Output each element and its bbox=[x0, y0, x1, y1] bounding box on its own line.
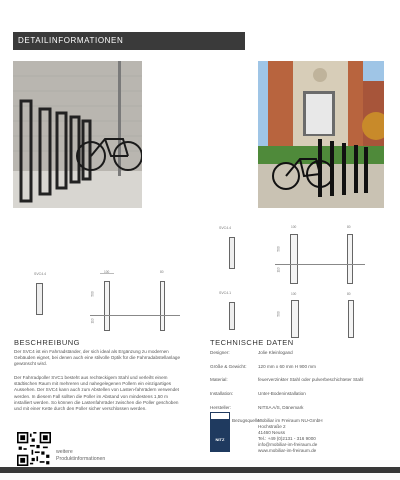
nitz-logo-text: NITZ bbox=[215, 437, 225, 442]
drawing-post-side-right-top-2 bbox=[347, 234, 353, 284]
bezugsquelle-line-3: 41460 Neuss bbox=[258, 430, 286, 435]
bezugsquelle-line-2: Hochstraße 2 bbox=[258, 424, 286, 429]
drawing-post-front-left bbox=[104, 281, 110, 331]
bezugsquelle-line-1: Mobiliar im Freiraum NU-GmbH bbox=[258, 418, 323, 423]
spec-label-hersteller: Hersteller: bbox=[210, 405, 231, 410]
dim-height-right-bottom: 500 bbox=[276, 311, 281, 317]
footer-bar bbox=[0, 467, 400, 473]
dim-width-right-top: 100 bbox=[291, 225, 297, 229]
qr-code[interactable] bbox=[17, 432, 51, 466]
drawing-post-side-left-2 bbox=[160, 281, 165, 331]
drawing-post-side-left bbox=[36, 283, 43, 315]
dim-other-right-top: 80 bbox=[347, 225, 351, 229]
spec-value-material: feuerverzinkter Stahl oder pulverbeschichteter Stahl bbox=[258, 377, 364, 382]
spec-label-bezugsquelle: Bezugsquelle: bbox=[232, 418, 261, 423]
bezugsquelle-email[interactable]: info@mobiliar-im-freiraum.de bbox=[258, 442, 318, 447]
spec-value-installation: Unter-Bodeninstallation bbox=[258, 391, 306, 396]
drawing-post-front-right-top bbox=[290, 234, 298, 284]
ground-line-right bbox=[275, 264, 365, 265]
drawing-post-side-right-bottom bbox=[229, 302, 235, 330]
dim-other-left: 80 bbox=[160, 270, 164, 274]
dim-width-left: 100 bbox=[104, 270, 110, 274]
spec-label-size: Größe & Gewicht: bbox=[210, 364, 247, 369]
beschreibung-title: BESCHREIBUNG bbox=[14, 338, 81, 347]
drawing-post-front-right-bottom bbox=[291, 300, 299, 338]
spec-value-designer: Jolie Kleinlogand bbox=[258, 350, 293, 355]
beschreibung-para-2: Der Fahrradpoller SVC1 besteht aus rechteckigem Stahl und verleiht einem städtischen Raum mit mehreren und nahegelegenen Pollern ein einzigartiges Aussehen. Der SVC4 kann auch zum Abstellen von Lasten-fahrrädern verwendet werden. In diesem Fall sollten die Poller im Abstand von mindestens 1,50 m installiert werden. So können die Lastenfahrräder zwischen die Poller geschoben und mit einer Kette durch den Poller sicher verschlossen werden. bbox=[14, 375, 179, 412]
bezugsquelle-website[interactable]: www.mobiliar-im-freiraum.de bbox=[258, 448, 317, 453]
drawing-post-side-right-bottom-2 bbox=[348, 300, 354, 338]
beschreibung-para-1: Der SVC4 ist ein Fahrradständer, der sich ideal als Ergänzung zu modernen Gebäuden eignet, bei denen auch eine stilvolle Optik für die Fahrradabstellanlage gewünscht wird. bbox=[14, 349, 180, 367]
dim-height-left: 500 bbox=[90, 291, 95, 297]
photo-bike-racks-building bbox=[258, 61, 384, 208]
drawing-post-side-right-top bbox=[229, 237, 235, 269]
page-title: DETAILINFORMATIONEN bbox=[13, 32, 245, 50]
qr-caption-2: Produktinformationen bbox=[56, 456, 106, 462]
nitz-logo bbox=[210, 412, 230, 452]
photo-bike-racks-wall bbox=[13, 61, 142, 208]
drawing-label-right-top: SVC4.4 bbox=[219, 226, 232, 230]
dim-base-right-top: 110 bbox=[276, 267, 281, 273]
spec-value-hersteller: NITSA A/S, Dänemark bbox=[258, 405, 304, 410]
spec-label-installation: Installation: bbox=[210, 391, 234, 396]
spec-label-material: Material: bbox=[210, 377, 228, 382]
dim-height-right-top: 500 bbox=[276, 246, 281, 252]
qr-caption-1: weitere bbox=[56, 449, 73, 455]
dim-base-left: 110 bbox=[90, 318, 95, 324]
dim-width-right-bottom: 100 bbox=[291, 292, 297, 296]
spec-label-designer: Designer: bbox=[210, 350, 230, 355]
drawing-label-left: SVC4.4 bbox=[34, 272, 47, 276]
drawing-label-right-bottom: SVC4.1 bbox=[219, 291, 232, 295]
ground-line-left bbox=[90, 315, 180, 316]
technische-title: TECHNISCHE DATEN bbox=[210, 338, 294, 347]
spec-value-size: 120 mm x 60 mm H 900 mm bbox=[258, 364, 316, 369]
bezugsquelle-line-4: Tel.: +49 (0)2131 - 316 9000 bbox=[258, 436, 316, 441]
dim-other-right-bottom: 80 bbox=[347, 292, 351, 296]
